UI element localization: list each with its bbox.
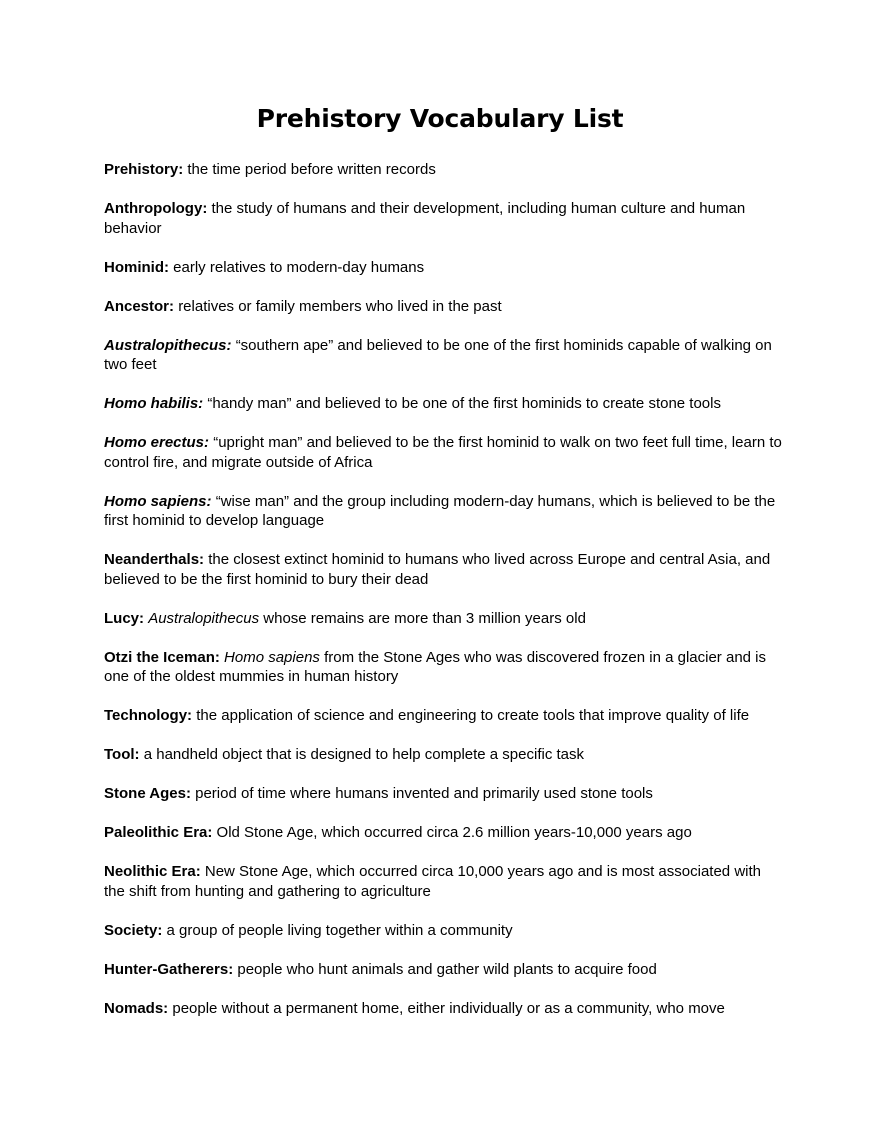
vocab-term: Technology: [104,707,193,724]
vocab-definition-italic: Homo sapiens [224,648,320,666]
vocab-term: Homo erectus: [104,434,210,451]
vocab-term: Paleolithic Era: [104,824,213,841]
vocab-definition: “southern ape” and believed to be one of the first hominids capable of walking on two feet [104,336,772,373]
vocab-term: Hominid: [104,258,169,276]
vocab-definition-italic: Australopithecus [148,609,260,627]
vocab-term: Society: [104,921,163,939]
vocab-entry-homo-sapiens [104,492,784,531]
vocab-term: Homo sapiens: [104,492,212,510]
vocab-definition: relatives or family members who lived in the past [178,297,502,315]
vocab-entry-anthropology [104,199,784,238]
vocab-entry-tool [104,745,784,765]
vocab-entry-lucy [104,609,784,629]
vocab-entry-paleolithic-era [104,823,784,843]
vocab-term: Hunter-Gatherers: [104,960,234,978]
vocab-entry-neolithic-era [104,862,784,901]
vocab-definition: the application of science and engineering to create tools that improve quality of life [196,707,750,724]
vocabulary-list [104,160,784,1038]
vocab-definition: people who hunt animals and gather wild plants to acquire food [237,960,657,978]
vocab-entry-homo-erectus [104,433,784,472]
page-title: Prehistory Vocabulary List [256,104,624,133]
vocab-term: Nomads: [104,999,169,1017]
vocab-entry-hunter-gatherers [104,960,784,980]
vocab-term: Neolithic Era: [104,863,201,880]
vocab-term: Australopithecus: [104,336,232,354]
vocab-term: Lucy: [104,609,145,627]
vocab-entry-ancestor [104,297,784,317]
vocab-definition: Old Stone Age, which occurred circa 2.6 million years-10,000 years ago [216,824,692,841]
vocab-term: Stone Ages: [104,785,191,802]
vocab-entry-australopithecus [104,336,784,375]
vocab-definition: “upright man” and believed to be the first hominid to walk on two feet full time, learn to control fire, and migrate outside of Africa [104,434,782,471]
vocab-term: Tool: [104,746,140,763]
vocab-entry-stone-ages [104,784,784,804]
vocab-entry-hominid [104,258,784,278]
vocab-entry-neanderthals [104,550,784,589]
vocab-definition: people without a permanent home, either individually or as a community, who move [172,999,725,1017]
vocab-definition: the closest extinct hominid to humans who lived across Europe and central Asia, and believed to be the first hominid to bury their dead [104,551,771,588]
vocab-definition: early relatives to modern-day humans [173,258,425,276]
vocab-entry-prehistory [104,160,784,180]
vocab-term: Otzi the Iceman: [104,648,220,666]
vocab-definition: the time period before written records [187,161,436,178]
vocab-definition: “wise man” and the group including modern-day humans, which is believed to be the first hominid to develop language [104,492,776,529]
vocab-entry-society [104,921,784,941]
vocab-definition: “handy man” and believed to be one of the first hominids to create stone tools [207,395,721,412]
vocab-definition: from the Stone Ages who was discovered frozen in a glacier and is one of the oldest mummies in human history [104,648,767,685]
vocab-term: Homo habilis: [104,395,204,412]
vocab-entry-technology [104,706,784,726]
vocab-entry-nomads [104,999,784,1019]
vocab-definition: a handheld object that is designed to help complete a specific task [143,746,584,763]
vocab-entry-otzi [104,648,784,687]
vocab-definition: a group of people living together within a community [166,921,513,939]
vocab-term: Ancestor: [104,297,175,315]
vocab-term: Neanderthals: [104,551,205,568]
vocab-term: Prehistory: [104,161,184,178]
vocab-entry-homo-habilis [104,394,784,414]
vocab-definition: the study of humans and their development, including human culture and human behavior [104,200,746,237]
vocab-definition: period of time where humans invented and primarily used stone tools [195,785,653,802]
vocab-definition: New Stone Age, which occurred circa 10,000 years ago and is most associated with the shift from hunting and gathering to agriculture [104,863,761,900]
vocab-term: Anthropology: [104,200,208,217]
vocab-definition: whose remains are more than 3 million years old [263,609,586,627]
